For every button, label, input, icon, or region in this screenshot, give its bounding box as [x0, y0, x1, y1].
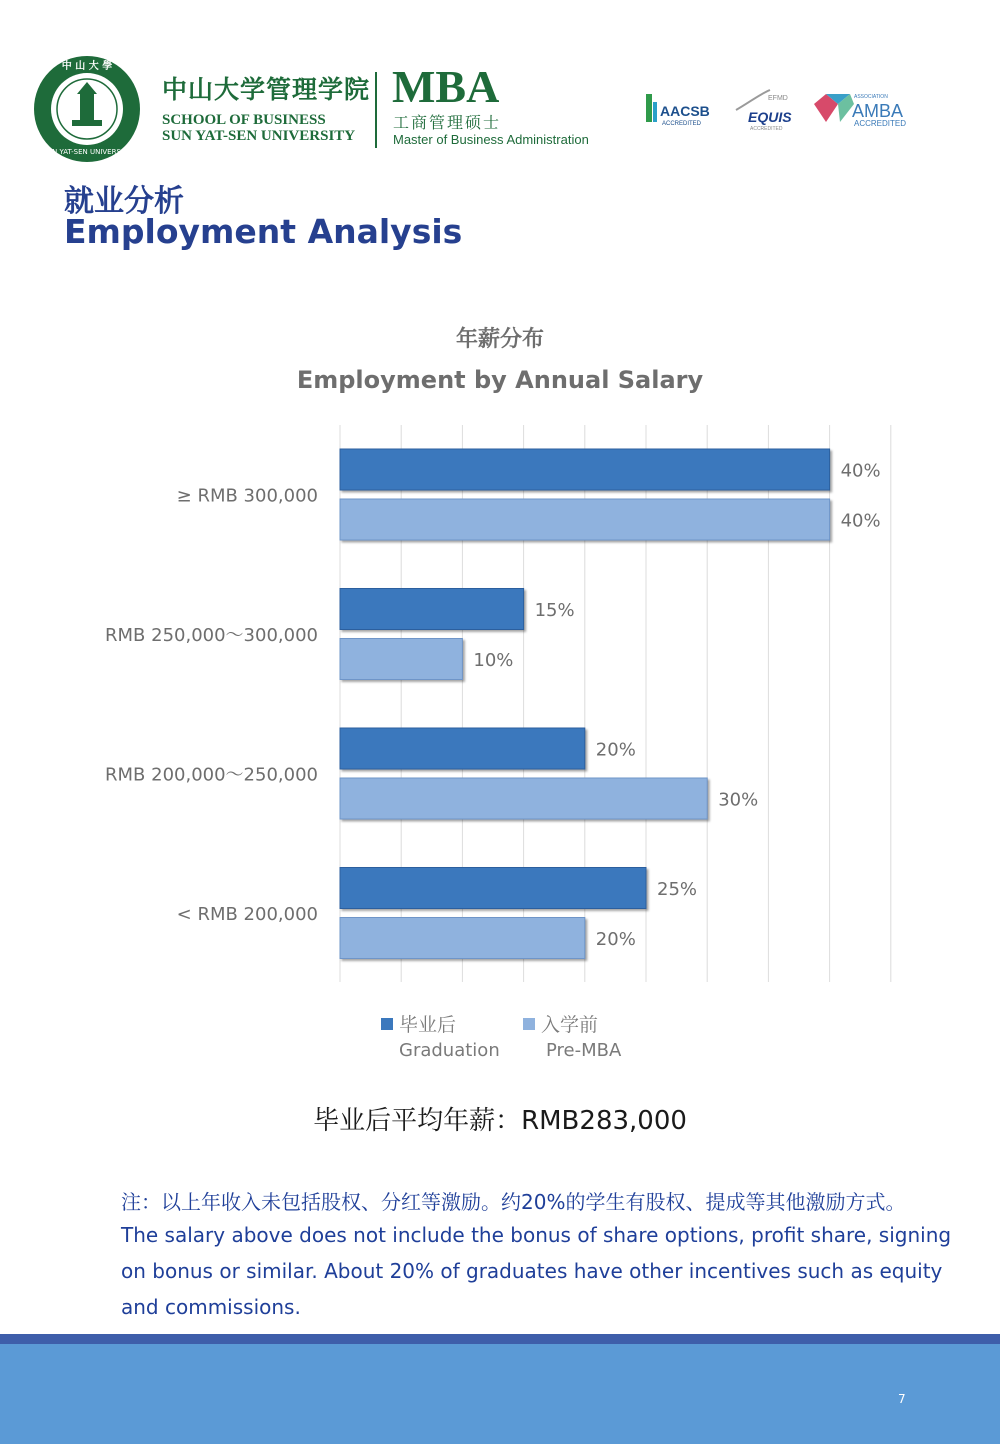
school-name-cn: 中山大学管理学院 — [162, 75, 371, 104]
school-name-en-line2: SUN YAT-SEN UNIVERSITY — [162, 128, 356, 144]
data-label: 30% — [718, 789, 759, 811]
bar-graduation — [340, 589, 524, 630]
program-name-en: Master of Business Administration — [393, 132, 589, 147]
bar-pre-mba — [340, 499, 830, 540]
bar-graduation — [340, 868, 646, 909]
svg-text:SUN YAT-SEN UNIVERSITY: SUN YAT-SEN UNIVERSITY — [42, 148, 132, 156]
data-label: 20% — [595, 929, 636, 950]
program-name-cn: 工商管理硕士 — [393, 113, 502, 132]
note-line-en-3: and commissions. — [121, 1295, 301, 1319]
data-label: 10% — [473, 650, 514, 671]
svg-text:ACCREDITED: ACCREDITED — [854, 119, 907, 128]
aacsb-logo — [644, 88, 724, 134]
page-number: 7 — [898, 1392, 906, 1406]
program-name: MBA — [392, 61, 500, 112]
page-title-en: Employment Analysis — [64, 212, 463, 251]
school-name-en-line1: SCHOOL OF BUSINESS — [162, 112, 326, 128]
category-label: RMB 250,000～300,000 — [105, 625, 318, 646]
bar-pre-mba — [340, 918, 585, 959]
category-label: < RMB 200,000 — [176, 904, 318, 925]
svg-text:ASSOCIATION: ASSOCIATION — [854, 94, 888, 100]
header-divider — [375, 72, 377, 148]
legend-label-pre-mba-en: Pre-MBA — [546, 1040, 622, 1061]
legend-swatch-pre-mba — [523, 1018, 535, 1030]
svg-text:AMBA: AMBA — [852, 101, 904, 121]
note-line-cn: 注：以上年收入未包括股权、分红等激励。约20%的学生有股权、提成等其他激励方式。 — [121, 1190, 906, 1214]
category-label: RMB 200,000～250,000 — [105, 764, 318, 786]
bar-pre-mba — [340, 639, 462, 680]
legend-label-graduation-cn: 毕业后 — [399, 1014, 457, 1036]
chart-subtitle: Employment by Annual Salary — [296, 366, 704, 394]
data-label: 15% — [534, 600, 575, 621]
legend-item-pre-mba — [523, 1010, 598, 1037]
category-label: ≥ RMB 300,000 — [176, 485, 318, 507]
legend-label-pre-mba-cn: 入学前 — [541, 1014, 599, 1036]
school-name-en — [162, 112, 355, 144]
svg-text:AACSB: AACSB — [660, 103, 710, 119]
legend-swatch-graduation — [381, 1018, 393, 1030]
svg-text:ACCREDITED: ACCREDITED — [662, 121, 702, 127]
bar-graduation — [340, 449, 830, 490]
amba-logo — [810, 88, 920, 134]
bar-graduation — [340, 728, 585, 769]
svg-text:中 山 大 學: 中 山 大 學 — [61, 61, 113, 72]
svg-text:EQUIS: EQUIS — [748, 109, 792, 125]
data-label: 40% — [840, 510, 881, 532]
note-line-en-2: on bonus or similar. About 20% of graduates have other incentives such as equity — [121, 1259, 943, 1283]
equis-logo — [730, 88, 802, 134]
average-salary: 毕业后平均年薪：RMB283,000 — [313, 1106, 687, 1136]
data-label: 20% — [595, 739, 636, 761]
svg-text:EFMD: EFMD — [768, 95, 788, 102]
page-title-cn: 就业分析 — [64, 184, 184, 219]
note-line-en-1: The salary above does not include the bonus of share options, profit share, signing — [121, 1223, 952, 1247]
footer-band — [0, 1334, 1000, 1444]
svg-text:ACCREDITED: ACCREDITED — [750, 126, 783, 132]
data-label: 25% — [657, 879, 698, 900]
data-label: 40% — [840, 460, 881, 482]
university-seal-logo — [32, 54, 142, 164]
legend-label-graduation-en: Graduation — [399, 1040, 500, 1061]
legend-item-graduation — [381, 1010, 456, 1037]
footer-rule — [0, 1334, 1000, 1344]
chart-title: 年薪分布 — [455, 327, 544, 352]
bar-pre-mba — [340, 778, 707, 819]
